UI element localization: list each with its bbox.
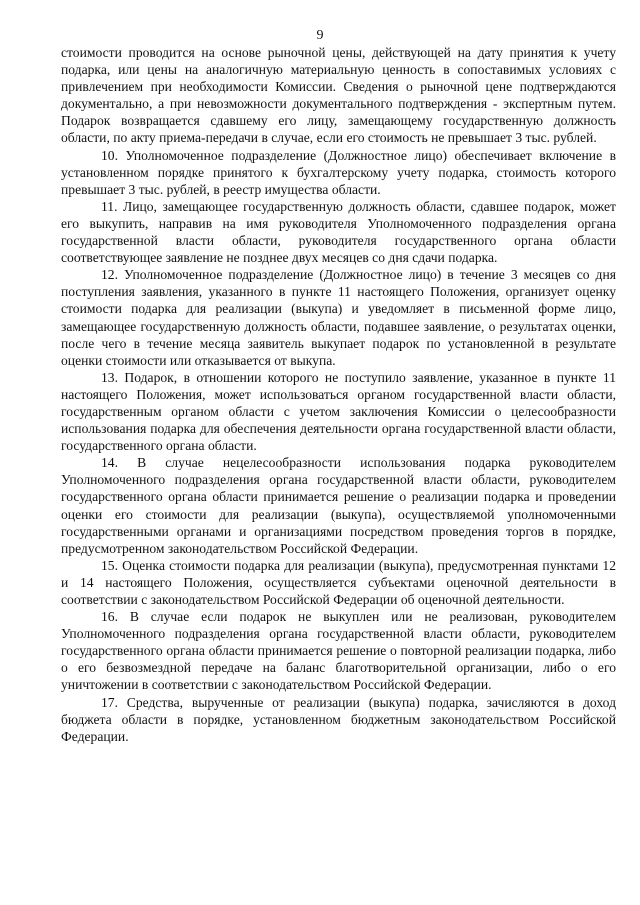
paragraph-continuation: стоимости проводится на основе рыночной цены, действующей на дату принятия к учету подарка, или цены на аналогичную материальную ценность в сопоставимых условиях с привлечением при необходимости Комиссии. Сведения о рыночной цене подтверждаются документально, а при невозможности документального подтверждения - экспертным путем. Подарок возвращается сдавшему его лицу, замещающему государственную должность области, по акту приема-передачи в случае, если его стоимость не превышает 3 тыс. рублей. <box>61 45 616 146</box>
paragraph-15: 15. Оценка стоимости подарка для реализации (выкупа), предусмотренная пунктами 12 и 14 настоящего Положения, осуществляется субъектами оценочной деятельности в соответствии с законодательством Российской Федерации об оценочной деятельности. <box>61 557 616 607</box>
paragraph-16: 16. В случае если подарок не выкуплен или не реализован, руководителем Уполномоченного подразделения органа государственной власти области, руководителем государственного органа области принимается решение о повторной реализации подарка, либо о его безвозмездной передаче на баланс благотворительной организации, либо о его уничтожении в соответствии с законодательством Российской Федерации. <box>61 609 616 693</box>
paragraph-10: 10. Уполномоченное подразделение (Должностное лицо) обеспечивает включение в установленном порядке принятого к бухгалтерскому учету подарка, стоимость которого превышает 3 тыс. рублей, в реестр имущества области. <box>61 147 616 197</box>
paragraph-11: 11. Лицо, замещающее государственную должность области, сдавшее подарок, может его выкупить, направив на имя руководителя Уполномоченного подразделения органа государственной власти области, руководителя государственного органа области соответствующее заявление не позднее двух месяцев со дня сдачи подарка. <box>61 198 616 266</box>
document-body <box>61 44 616 745</box>
paragraph-12: 12. Уполномоченное подразделение (Должностное лицо) в течение 3 месяцев со дня поступления заявления, указанного в пункте 11 настоящего Положения, организует оценку стоимости подарка для реализации (выкупа) и уведомляет в письменной форме лицо, замещающее государственную должность области, подавшее заявление, о результатах оценки, после чего в течение месяца заявитель выкупает подарок по установленной в результате оценки стоимости или отказывается от выкупа. <box>61 267 616 368</box>
paragraph-13: 13. Подарок, в отношении которого не поступило заявление, указанное в пункте 11 настоящего Положения, может использоваться органом государственной власти области, государственным органом области с учетом заключения Комиссии о целесообразности использования подарка для обеспечения деятельности органа государственной власти области, государственного органа области. <box>61 369 616 454</box>
paragraph-17: 17. Средства, вырученные от реализации (выкупа) подарка, зачисляются в доход бюджета области в порядке, установленном бюджетным законодательством Российской Федерации. <box>61 694 616 744</box>
paragraph-14: 14. В случае нецелесообразности использования подарка руководителем Уполномоченного подразделения органа государственной власти области, руководителем государственного органа области принимается решение о реализации подарка и проведении оценки его стоимости для реализации (выкупа), осуществляемой уполномоченными государственными органами и организациями посредством проведения торгов в порядке, предусмотренном законодательством Российской Федерации. <box>61 455 616 556</box>
page-number: 9 <box>316 28 324 43</box>
